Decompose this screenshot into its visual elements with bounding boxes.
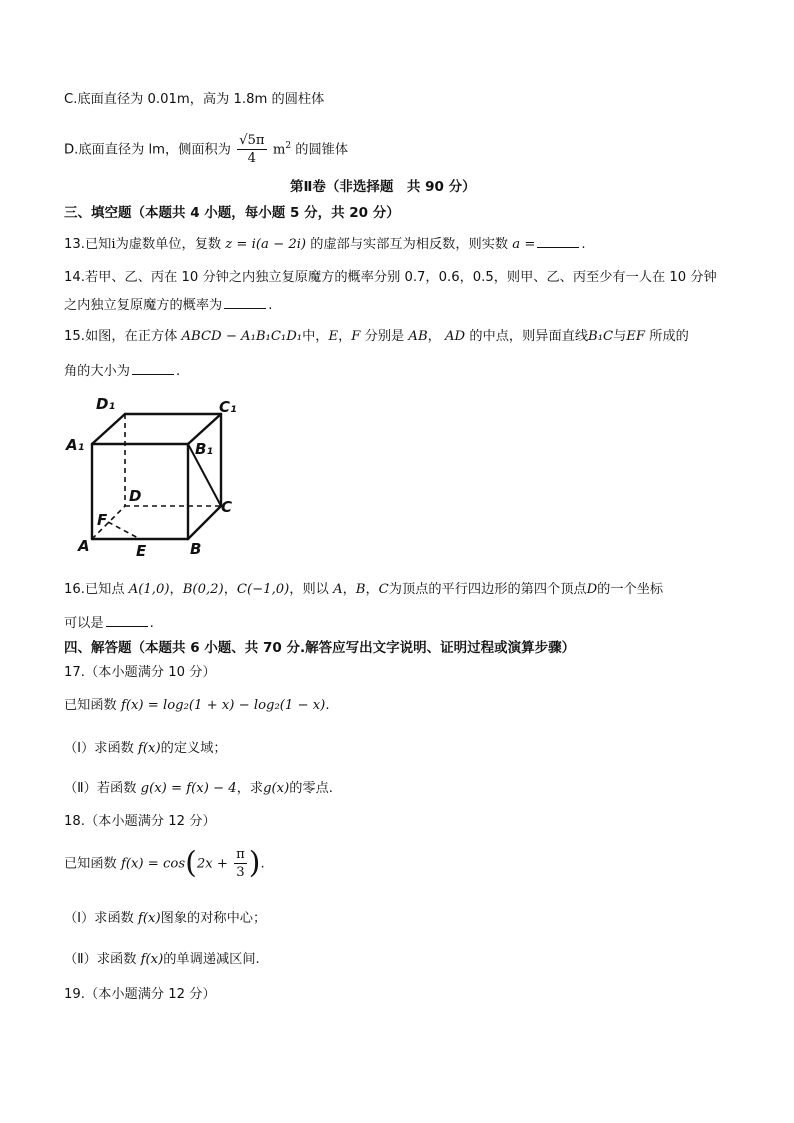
q18-part2-expression: f(x) [140, 952, 164, 967]
q15-cube-name: ABCD − A₁B₁C₁D₁ [181, 329, 303, 344]
question-16-line-1 [64, 581, 663, 599]
q18-stem-text: 已知函数 [64, 856, 117, 872]
q13-end: . [581, 237, 586, 252]
q17-part2-expression: g(x) = f(x) − 4 [140, 781, 237, 796]
q17-stem-text: 已知函数 [64, 698, 117, 713]
q18-left-paren: ( [185, 845, 197, 881]
q15-text-4: 分别是 [364, 329, 405, 344]
q17-part1-text: （Ⅰ）求函数 [64, 741, 134, 756]
q15-line-b1c: B₁C [588, 329, 614, 344]
q13-text-3: 的虚部与实部互为相反数，则实数 [310, 237, 509, 252]
q15-segment-ab: AB [408, 329, 428, 344]
q16-text-4: ，则以 [289, 582, 329, 597]
q18-part2-text: （Ⅱ）求函数 [64, 952, 137, 967]
label-e: E [136, 542, 147, 559]
q16-point-c: C(−1,0) [236, 582, 290, 597]
q13-text-1: 13.已知 [64, 237, 112, 252]
part2-title: 第Ⅱ卷（非选择题 共 90 分） [290, 179, 476, 195]
q18-right-paren: ) [248, 845, 261, 881]
q17-stem-end: . [325, 698, 330, 713]
q16-label-d: D [586, 582, 598, 597]
option-d [64, 128, 348, 168]
q13-expression: z = i(a − 2i) [225, 237, 307, 252]
q16-answer-blank[interactable] [106, 614, 148, 627]
q16-label-b: B [355, 582, 366, 597]
option-d-unit-exponent: 2 [285, 141, 292, 151]
question-17-title: 17.（本小题满分 10 分） [64, 665, 216, 680]
q16-text-6: ， [365, 582, 379, 597]
question-15-line-1 [64, 328, 689, 346]
option-d-fraction-denominator: 4 [247, 150, 257, 166]
question-14-line-2 [64, 296, 272, 315]
edge-bc [188, 506, 221, 539]
q16-label-c: C [378, 582, 389, 597]
option-c: C.底面直径为 0.01m，高为 1.8m 的圆柱体 [64, 92, 325, 107]
q16-point-b: B(0,2) [182, 582, 224, 597]
label-b: B [190, 540, 202, 558]
option-d-prefix: D.底面直径为 lm，侧面积为 [64, 142, 231, 158]
q18-fraction [234, 846, 247, 881]
q15-text-line2: 角的大小为 [64, 364, 130, 379]
label-a: A [78, 537, 90, 555]
q15-text-5: ， [427, 329, 441, 344]
q15-point-f: F [351, 329, 361, 344]
label-a1: A₁ [66, 436, 85, 454]
q17-part1-expression: f(x) [138, 741, 161, 756]
q15-text-6: 的中点，则异面直线 [469, 329, 589, 344]
edge-a1d1 [92, 414, 125, 444]
q18-stem-end: . [260, 856, 265, 872]
q16-text-7: 为顶点的平行四边形的第四个顶点 [388, 582, 587, 597]
q18-fraction-numerator: π [236, 847, 245, 862]
q16-point-a: A(1,0) [128, 582, 170, 597]
q15-line-ef: EF [626, 329, 646, 344]
q17-stem-expression: f(x) = log₂(1 + x) − log₂(1 − x) [120, 698, 326, 713]
q18-part1-text: （Ⅰ）求函数 [64, 911, 134, 926]
q16-text-1: 16.已知点 [64, 582, 125, 597]
q18-inner-expression: 2x + [196, 856, 228, 872]
q18-fraction-denominator: 3 [236, 865, 245, 880]
q18-stem-expression: f(x) = cos [120, 856, 186, 872]
question-18-part-2 [64, 951, 260, 969]
q15-text-8: 所成的 [649, 329, 689, 344]
option-d-fraction-numerator: √5π [239, 132, 265, 148]
q15-text-2: 中， [302, 329, 329, 344]
section4-heading: 四、解答题（本题共 6 小题、共 70 分.解答应写出文字说明、证明过程或演算步骤） [64, 640, 576, 656]
label-c: C [221, 498, 233, 516]
q17-part1-end: 的定义域； [160, 741, 227, 756]
label-c1: C₁ [219, 398, 237, 416]
q14-text-2: 之内独立复原魔方的概率为 [64, 298, 223, 313]
question-19-title: 19.（本小题满分 12 分） [64, 987, 216, 1002]
section3-heading: 三、填空题（本题共 4 小题，每小题 5 分，共 20 分） [64, 205, 400, 221]
q16-end: . [149, 616, 154, 631]
question-15-line-2 [64, 362, 180, 381]
q15-text-1: 15.如图，在正方体 [64, 329, 178, 344]
q14-answer-blank[interactable] [224, 296, 266, 309]
q17-part2-text: （Ⅱ）若函数 [64, 781, 137, 796]
q15-text-7: 与 [613, 329, 627, 344]
label-b1: B₁ [195, 440, 214, 458]
q17-part2-end: 的零点. [289, 781, 333, 796]
q18-part1-end: 图象的对称中心； [160, 911, 267, 926]
q15-text-3: ， [338, 329, 352, 344]
q13-answer-blank[interactable] [537, 235, 579, 248]
q16-text-line2: 可以是 [64, 616, 104, 631]
label-f: F [97, 511, 108, 529]
q15-answer-blank[interactable] [132, 362, 174, 375]
question-17-stem [64, 697, 330, 715]
q13-text-2: 为虚数单位，复数 [115, 237, 222, 252]
question-16-line-2 [64, 614, 154, 633]
q17-part2-expression-2: g(x) [263, 781, 290, 796]
question-18-title: 18.（本小题满分 12 分） [64, 814, 216, 829]
q18-part2-end: 的单调递减区间. [163, 952, 260, 967]
option-d-suffix: 的圆锥体 [295, 142, 349, 158]
q18-part1-expression: f(x) [138, 911, 161, 926]
question-13 [64, 235, 586, 254]
q16-label-a: A [333, 582, 343, 597]
label-d: D [129, 487, 142, 505]
q16-text-3: ， [223, 582, 237, 597]
q13-variable: a = [512, 237, 536, 252]
q15-segment-ad: AD [445, 329, 466, 344]
question-18-part-1 [64, 910, 266, 928]
q17-part2-mid: ，求 [236, 781, 264, 796]
question-17-part-2 [64, 780, 333, 798]
question-17-part-1 [64, 740, 227, 758]
q14-end: . [268, 298, 273, 313]
option-d-fraction [237, 132, 266, 167]
segment-ef [108, 522, 140, 539]
q16-text-5: ， [342, 582, 356, 597]
question-14-line-1: 14.若甲、乙、丙在 10 分钟之内独立复原魔方的概率分别 0.7，0.6，0.5，则甲、乙、丙至少有一人在 10 分钟 [64, 270, 717, 285]
q13-imag-unit: i [111, 237, 116, 252]
label-d1: D₁ [96, 395, 116, 413]
cube-figure [64, 394, 254, 559]
q15-end: . [175, 364, 181, 379]
q15-point-e: E [328, 329, 339, 344]
option-d-unit: m [272, 142, 286, 158]
q16-text-8: 的一个坐标 [597, 582, 664, 597]
question-18-stem [64, 846, 265, 883]
q16-text-2: ， [169, 582, 183, 597]
